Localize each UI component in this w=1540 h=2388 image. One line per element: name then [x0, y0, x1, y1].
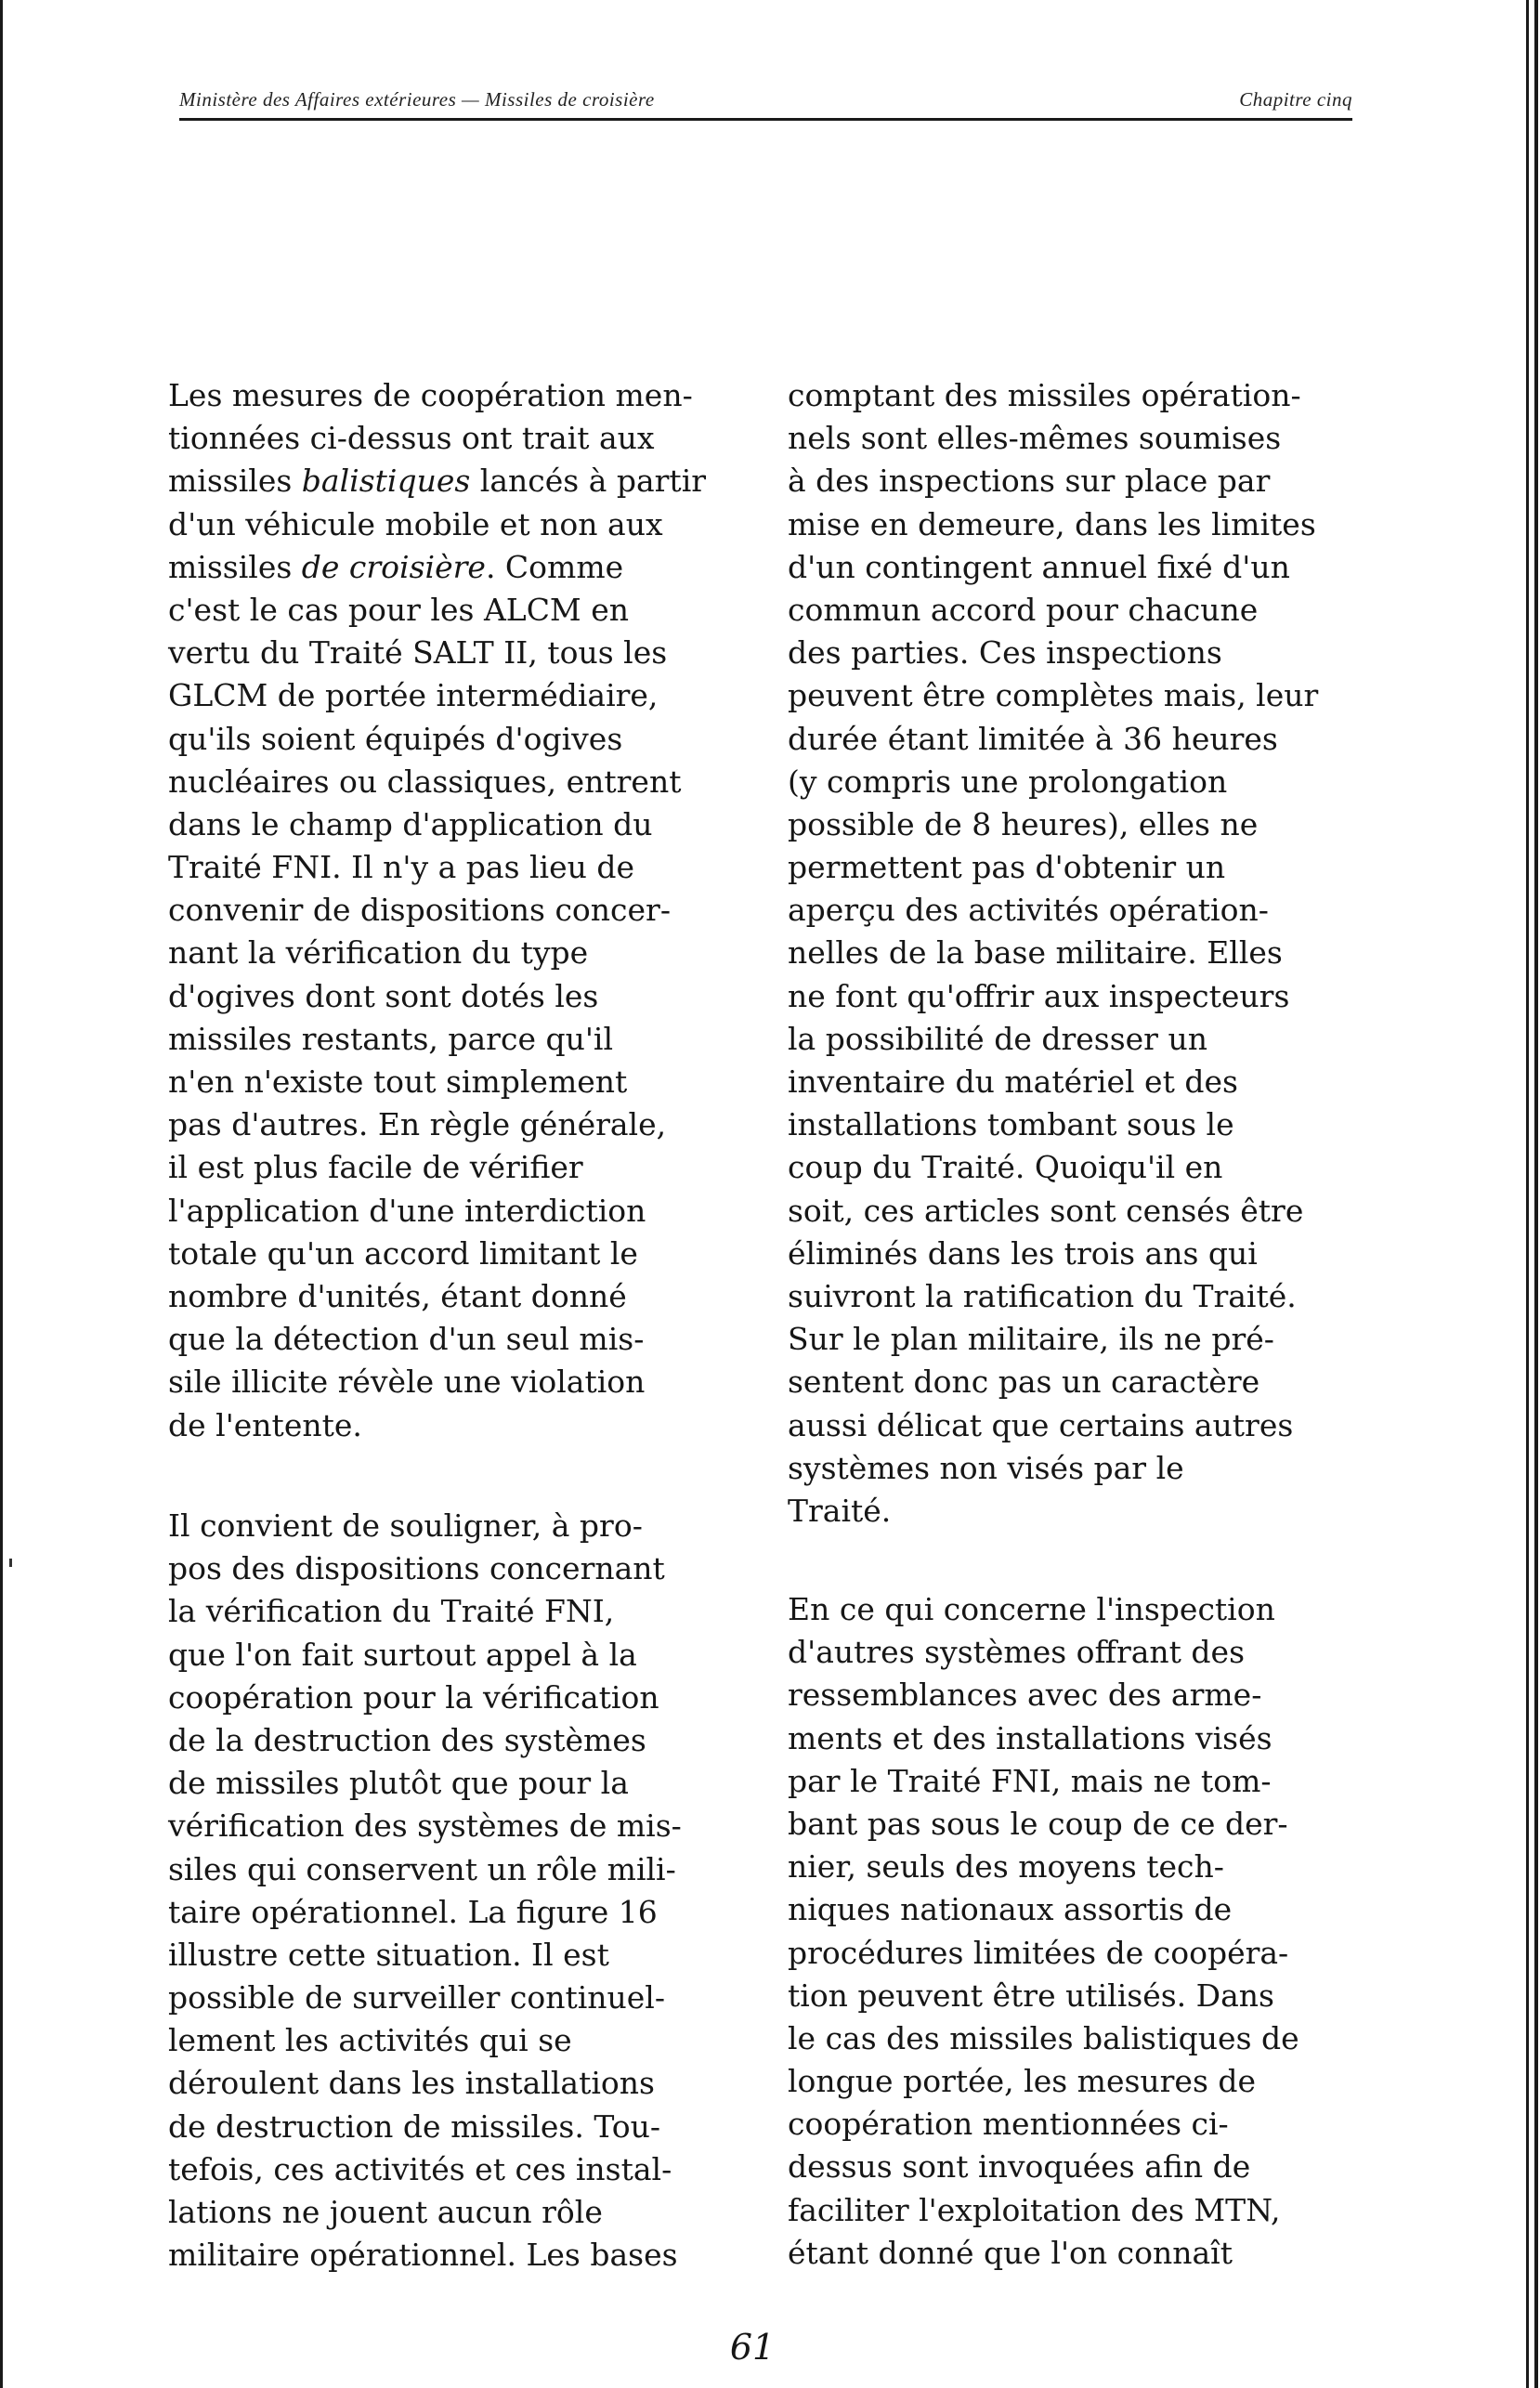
text-line: systèmes non visés par le [788, 1449, 1184, 1486]
text-line: le cas des missiles balistiques de [788, 2019, 1299, 2056]
text-line: des parties. Ces inspections [788, 634, 1222, 672]
text-line: lations ne jouent aucun rôle [168, 2194, 603, 2230]
text-line: la possibilité de dresser un [788, 1020, 1207, 1057]
text-line: mise en demeure, dans les limites [788, 505, 1316, 542]
text-line: ressemblances avec des arme- [788, 1677, 1262, 1714]
text-line: GLCM de portée intermédiaire, [168, 677, 659, 714]
page-number: 61 [729, 2327, 776, 2368]
text-line: missiles restants, parce qu'il [168, 1020, 614, 1057]
left-column-paragraph-2 [168, 1505, 682, 2277]
right-column-paragraph-1 [788, 374, 1318, 1533]
text-line: dessus sont invoquées afin de [788, 2148, 1251, 2186]
text-segment: . Comme [485, 548, 624, 585]
text-line: nant la vérification du type [168, 934, 589, 972]
text-line: n'en n'existe tout simplement [168, 1064, 628, 1100]
text-line: pos des dispositions concernant [168, 1550, 665, 1587]
text-line: que l'on fait surtout appel à la [168, 1636, 637, 1673]
text-line: de missiles plutôt que pour la [168, 1765, 629, 1802]
text-line: faciliter l'exploitation des MTN, [788, 2191, 1281, 2228]
text-line: aperçu des activités opération- [788, 892, 1269, 929]
text-line: tefois, ces activités et ces instal- [168, 2150, 672, 2187]
text-line: Il convient de souligner, à pro- [168, 1507, 643, 1544]
text-line: totale qu'un accord limitant le [168, 1234, 638, 1272]
text-line: ne font qu'offrir aux inspecteurs [788, 977, 1290, 1014]
header-rule [179, 118, 1352, 121]
text-line: peuvent être complètes mais, leur [788, 677, 1319, 714]
text-line: vérification des systèmes de mis- [168, 1807, 682, 1845]
text-line: taire opérationnel. La figure 16 [168, 1893, 658, 1930]
text-line: durée étant limitée à 36 heures [788, 720, 1278, 757]
text-line: à des inspections sur place par [788, 463, 1271, 500]
text-line: inventaire du matériel et des [788, 1064, 1238, 1100]
text-line: coup du Traité. Quoiqu'il en [788, 1149, 1223, 1186]
text-segment: lancés à partir [470, 463, 707, 500]
text-line: installations tombant sous le [788, 1106, 1234, 1143]
text-line: nier, seuls des moyens tech- [788, 1848, 1224, 1886]
text-line: soit, ces articles sont censés être [788, 1192, 1304, 1229]
text-line: nucléaires ou classiques, entrent [168, 763, 682, 800]
text-line: c'est le cas pour les ALCM en [168, 591, 629, 628]
text-line: nombre d'unités, étant donné [168, 1277, 627, 1314]
text-line: d'un contingent annuel fixé d'un [788, 548, 1290, 585]
text-line: militaire opérationnel. Les bases [168, 2237, 678, 2274]
running-header [179, 81, 1352, 118]
text-line: procédures limitées de coopéra- [788, 1934, 1289, 1971]
text-line: d'ogives dont sont dotés les [168, 977, 599, 1014]
text-line: coopération mentionnées ci- [788, 2106, 1229, 2143]
text-line: de destruction de missiles. Tou- [168, 2107, 661, 2145]
text-line: nels sont elles-mêmes soumises [788, 420, 1282, 457]
text-line: nelles de la base militaire. Elles [788, 934, 1283, 972]
header-title: Ministère des Affaires extérieures — Missiles de croisière [179, 88, 655, 111]
text-line: qu'ils soient équipés d'ogives [168, 720, 623, 757]
italic-text: balistiques [301, 463, 471, 500]
text-line: tion peuvent être utilisés. Dans [788, 1977, 1274, 2014]
text-line: Traité. [788, 1492, 892, 1529]
text-line: niques nationaux assortis de [788, 1891, 1233, 1928]
text-line: suivront la ratification du Traité. [788, 1277, 1297, 1314]
text-line: l'application d'une interdiction [168, 1192, 646, 1229]
text-line: longue portée, les mesures de [788, 2063, 1257, 2100]
text-line: possible de surveiller continuel- [168, 1979, 666, 2016]
text-line: ments et des installations visés [788, 1719, 1272, 1756]
text-line: bant pas sous le coup de ce der- [788, 1805, 1288, 1842]
text-line: sile illicite révèle une violation [168, 1364, 646, 1401]
text-line: que la détection d'un seul mis- [168, 1321, 645, 1358]
text-line: de la destruction des systèmes [168, 1721, 646, 1758]
text-segment: missiles [168, 463, 302, 500]
text-line: comptant des missiles opération- [788, 377, 1301, 413]
text-line: Sur le plan militaire, ils ne pré- [788, 1321, 1274, 1358]
left-column-paragraph-1 [168, 374, 706, 1447]
text-line: tionnées ci-dessus ont trait aux [168, 420, 655, 457]
text-line: siles qui conservent un rôle mili- [168, 1850, 676, 1887]
text-line [168, 460, 706, 502]
text-line: aussi délicat que certains autres [788, 1406, 1294, 1443]
text-line: En ce qui concerne l'inspection [788, 1591, 1275, 1627]
scan-edge-left [0, 0, 3, 2388]
text-line: éliminés dans les trois ans qui [788, 1234, 1258, 1272]
text-line: possible de 8 heures), elles ne [788, 805, 1259, 842]
text-line: Les mesures de coopération men- [168, 377, 693, 413]
text-line: commun accord pour chacune [788, 591, 1259, 628]
right-column-paragraph-2 [788, 1588, 1299, 2275]
text-line: déroulent dans les installations [168, 2065, 655, 2102]
text-segment: missiles [168, 548, 302, 585]
text-line: lement les activités qui se [168, 2022, 572, 2059]
text-line: illustre cette situation. Il est [168, 1936, 609, 1973]
text-line [168, 546, 706, 589]
text-line: pas d'autres. En règle générale, [168, 1106, 667, 1143]
text-line: sentent donc pas un caractère [788, 1364, 1260, 1401]
scan-edge-right [1526, 0, 1529, 2388]
text-line: de l'entente. [168, 1406, 362, 1443]
text-line: il est plus facile de vérifier [168, 1149, 583, 1186]
text-line: par le Traité FNI, mais ne tom- [788, 1762, 1272, 1799]
scan-speck [9, 1559, 12, 1567]
header-chapter: Chapitre cinq [1239, 88, 1352, 111]
text-line: (y compris une prolongation [788, 763, 1228, 800]
text-line: vertu du Traité SALT II, tous les [168, 634, 668, 672]
text-line: la vérification du Traité FNI, [168, 1593, 615, 1630]
text-line: convenir de dispositions concer- [168, 892, 671, 929]
text-line: coopération pour la vérification [168, 1678, 659, 1716]
scan-edge-right-outer [1534, 0, 1538, 2388]
text-line: dans le champ d'application du [168, 805, 653, 842]
text-line: permettent pas d'obtenir un [788, 849, 1226, 886]
text-line: d'un véhicule mobile et non aux [168, 505, 663, 542]
italic-text: de croisière [301, 548, 486, 585]
text-line: Traité FNI. Il n'y a pas lieu de [168, 849, 635, 886]
text-line: d'autres systèmes offrant des [788, 1634, 1246, 1671]
text-line: étant donné que l'on connaît [788, 2234, 1233, 2271]
